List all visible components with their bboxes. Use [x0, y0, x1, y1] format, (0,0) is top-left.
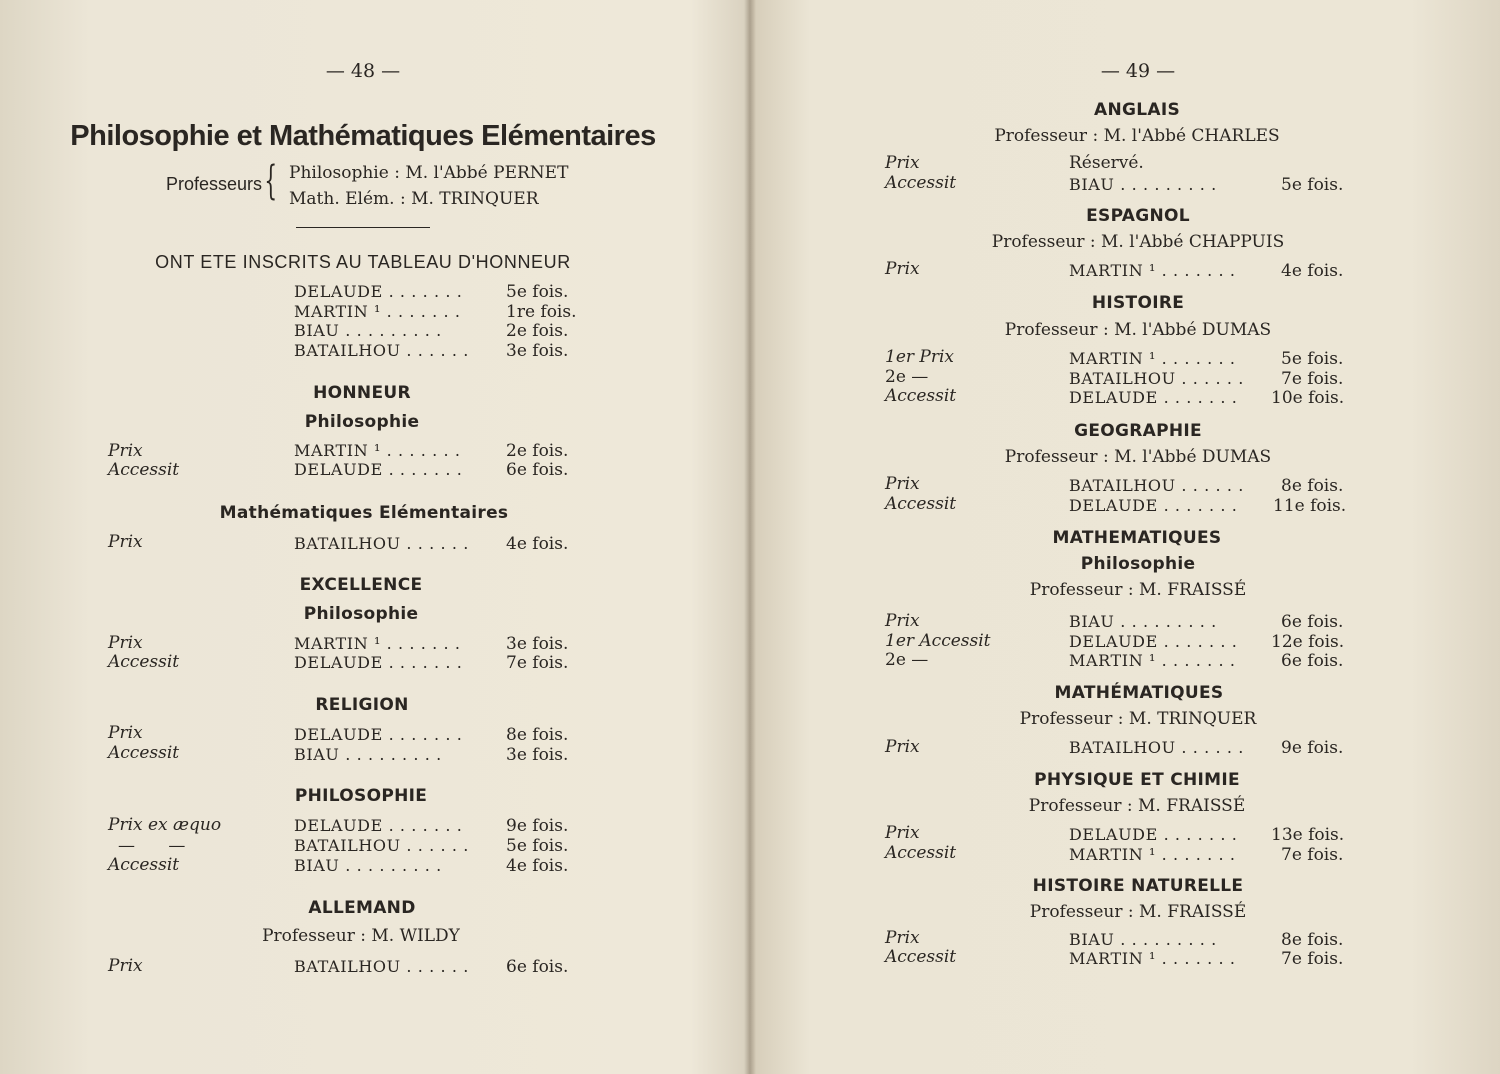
section-subheading: Philosophie [304, 412, 420, 432]
student-name: BATAILHOU . . . . . . [1069, 738, 1244, 757]
fois-count: 5e fois. [1281, 349, 1344, 369]
honor-name: MARTIN ¹ . . . . . . . [294, 302, 461, 321]
student-name: DELAUDE . . . . . . . [1069, 825, 1238, 844]
page-number: — 49 — [1100, 60, 1176, 82]
honor-name: BATAILHOU . . . . . . [294, 341, 469, 360]
award-label: Accessit [108, 743, 180, 763]
professor-line: Math. Elém. : M. TRINQUER [289, 189, 539, 209]
fois-count: 9e fois. [506, 816, 569, 836]
section-heading: MATHÉMATIQUES [1054, 683, 1224, 703]
professeurs-label: Professeurs [166, 174, 263, 194]
student-name: MARTIN ¹ . . . . . . . [1069, 651, 1236, 670]
fois-count: 10e fois. [1271, 388, 1345, 408]
student-name: DELAUDE . . . . . . . [1069, 496, 1238, 515]
award-label: Prix [885, 259, 920, 279]
honor-fois: 2e fois. [506, 321, 569, 341]
fois-count: 3e fois. [506, 634, 569, 654]
student-name: MARTIN ¹ . . . . . . . [1069, 845, 1236, 864]
fois-count: 13e fois. [1271, 825, 1345, 845]
award-label: 2e — [885, 650, 929, 670]
student-name: DELAUDE . . . . . . . [1069, 388, 1238, 407]
student-name: MARTIN ¹ . . . . . . . [1069, 261, 1236, 280]
fois-count: 11e fois. [1273, 496, 1347, 516]
award-label: Accessit [885, 843, 957, 863]
award-label: 2e — [885, 367, 929, 387]
student-name: BIAU . . . . . . . . . [1069, 612, 1217, 631]
student-name: BIAU . . . . . . . . . [1069, 175, 1217, 194]
student-name: BIAU . . . . . . . . . [1069, 930, 1217, 949]
section-heading: RELIGION [315, 695, 409, 715]
fois-count: 6e fois. [506, 957, 569, 977]
professor-line: Professeur : M. l'Abbé DUMAS [1004, 320, 1272, 340]
award-label: Accessit [108, 652, 180, 672]
professor-line: Professeur : M. WILDY [262, 926, 460, 946]
page-title: Philosophie et Mathématiques Elémentaires [70, 120, 656, 152]
student-name: MARTIN ¹ . . . . . . . [1069, 349, 1236, 368]
student-name: DELAUDE . . . . . . . [294, 725, 463, 744]
student-name: DELAUDE . . . . . . . [294, 460, 463, 479]
award-label: Prix [108, 441, 143, 461]
section-heading: PHILOSOPHIE [294, 786, 428, 806]
professor-line: Professeur : M. FRAISSÉ [1028, 796, 1246, 816]
honor-heading: ONT ETE INSCRITS AU TABLEAU D'HONNEUR [155, 252, 571, 272]
page-number: — 48 — [325, 60, 401, 82]
award-label: Prix [885, 823, 920, 843]
award-label: Prix [108, 532, 143, 552]
student-name: BIAU . . . . . . . . . [294, 745, 442, 764]
award-label: Accessit [885, 386, 957, 406]
honor-fois: 3e fois. [506, 341, 569, 361]
professor-line: Professeur : M. l'Abbé DUMAS [1004, 447, 1272, 467]
award-label: Prix [108, 723, 143, 743]
fois-count: 7e fois. [506, 653, 569, 673]
honor-name: BIAU . . . . . . . . . [294, 321, 442, 340]
professor-line: Professeur : M. l'Abbé CHARLES [994, 126, 1280, 146]
section-heading: HISTOIRE [1091, 293, 1185, 313]
section-heading: MATHEMATIQUES [1052, 528, 1222, 548]
award-label: Accessit [108, 855, 180, 875]
section-heading: ALLEMAND [308, 898, 416, 918]
brace-glyph: { [264, 158, 278, 204]
award-label: Prix ex æquo [108, 815, 222, 835]
fois-count: 4e fois. [506, 534, 569, 554]
fois-count: 7e fois. [1281, 845, 1344, 865]
student-name: BATAILHOU . . . . . . [1069, 369, 1244, 388]
student-name: MARTIN ¹ . . . . . . . [294, 634, 461, 653]
section-heading: ESPAGNOL [1086, 206, 1190, 226]
award-label: Prix [108, 956, 143, 976]
section-heading: HISTOIRE NATURELLE [1032, 876, 1244, 896]
award-label: Prix [885, 153, 920, 173]
student-name: BATAILHOU . . . . . . [294, 534, 469, 553]
award-label: Prix [885, 737, 920, 757]
page-49 [750, 0, 1500, 1074]
fois-count: 4e fois. [506, 856, 569, 876]
student-name: MARTIN ¹ . . . . . . . [294, 441, 461, 460]
fois-count: 5e fois. [1281, 175, 1344, 195]
award-label: Prix [885, 928, 920, 948]
fois-count: 6e fois. [506, 460, 569, 480]
honor-fois: 1re fois. [506, 302, 577, 322]
professor-line: Professeur : M. FRAISSÉ [1029, 580, 1247, 600]
honor-name: DELAUDE . . . . . . . [294, 282, 463, 301]
section-heading: GEOGRAPHIE [1074, 421, 1202, 441]
professor-line: Professeur : M. TRINQUER [1019, 709, 1257, 729]
fois-count: 5e fois. [506, 836, 569, 856]
fois-count: 6e fois. [1281, 612, 1344, 632]
professor-line: Professeur : M. l'Abbé CHAPPUIS [991, 232, 1285, 252]
award-label: 1er Accessit [885, 631, 991, 651]
award-label: Prix [108, 633, 143, 653]
section-heading: PHYSIQUE ET CHIMIE [1034, 770, 1240, 790]
fois-count: 4e fois. [1281, 261, 1344, 281]
professor-line: Philosophie : M. l'Abbé PERNET [289, 163, 569, 183]
award-label: 1er Prix [885, 347, 954, 367]
fois-count: 8e fois. [1281, 930, 1344, 950]
fois-count: 7e fois. [1281, 949, 1344, 969]
fois-count: 8e fois. [506, 725, 569, 745]
student-name: MARTIN ¹ . . . . . . . [1069, 949, 1236, 968]
student-name: DELAUDE . . . . . . . [294, 816, 463, 835]
section-subheading: Philosophie [303, 604, 419, 624]
student-name: DELAUDE . . . . . . . [294, 653, 463, 672]
student-name: BATAILHOU . . . . . . [1069, 476, 1244, 495]
professor-line: Professeur : M. FRAISSÉ [1029, 902, 1247, 922]
fois-count: 7e fois. [1281, 369, 1344, 389]
award-label: Accessit [108, 460, 180, 480]
fois-count: 6e fois. [1281, 651, 1344, 671]
fois-count: 3e fois. [506, 745, 569, 765]
award-label: — — [118, 836, 200, 856]
section-heading: EXCELLENCE [299, 575, 423, 595]
fois-count: 9e fois. [1281, 738, 1344, 758]
student-name: DELAUDE . . . . . . . [1069, 632, 1238, 651]
honor-fois: 5e fois. [506, 282, 569, 302]
student-name: BATAILHOU . . . . . . [294, 836, 469, 855]
divider-rule [296, 227, 430, 228]
student-name: Réservé. [1069, 153, 1144, 173]
student-name: BIAU . . . . . . . . . [294, 856, 442, 875]
award-label: Accessit [885, 173, 957, 193]
award-label: Prix [885, 474, 920, 494]
section-subheading: Philosophie [1080, 554, 1196, 574]
fois-count: 2e fois. [506, 441, 569, 461]
fois-count: 12e fois. [1271, 632, 1345, 652]
section-heading: HONNEUR [313, 383, 411, 403]
award-label: Prix [885, 611, 920, 631]
fois-count: 8e fois. [1281, 476, 1344, 496]
award-label: Accessit [885, 494, 957, 514]
section-heading: ANGLAIS [1094, 100, 1180, 120]
award-label: Accessit [885, 947, 957, 967]
section-subheading: Mathématiques Elémentaires [219, 503, 509, 523]
student-name: BATAILHOU . . . . . . [294, 957, 469, 976]
